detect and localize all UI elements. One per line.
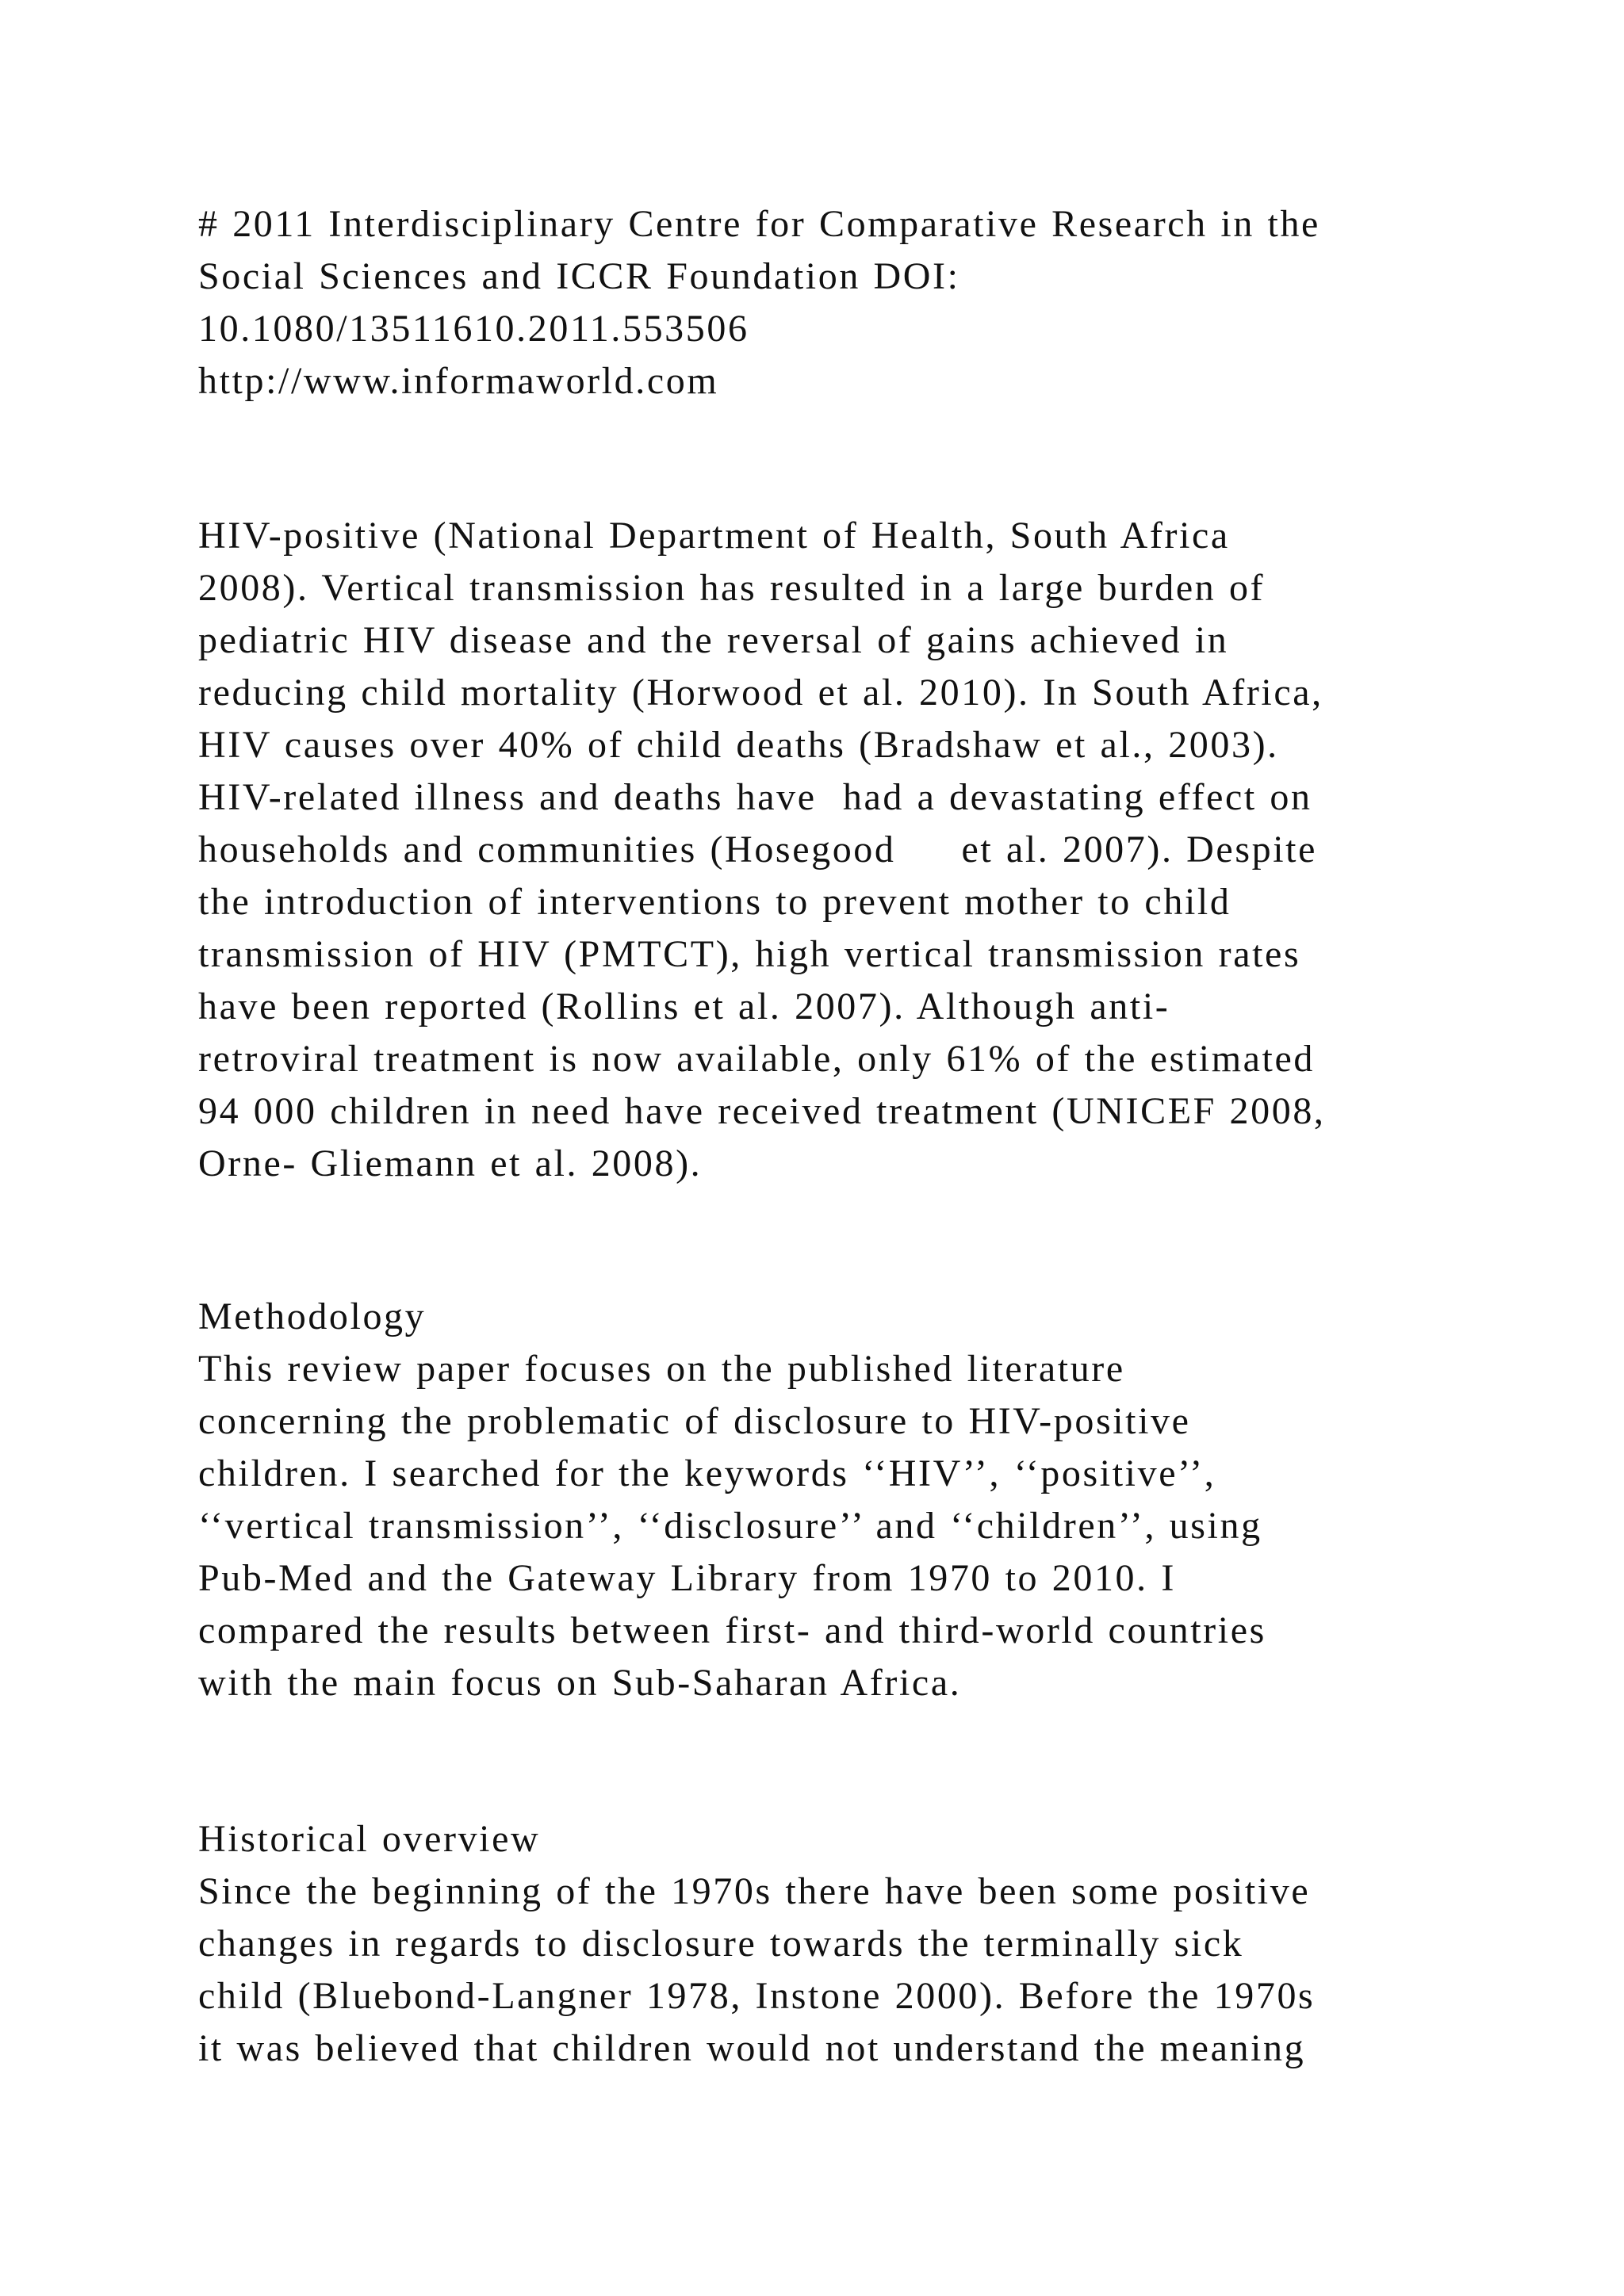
intro-paragraph [198, 510, 1546, 1190]
historical-overview-section [198, 1813, 1546, 2075]
paragraph-line: with the main focus on Sub-Saharan Africa. [198, 1662, 962, 1704]
section-heading: Methodology [198, 1295, 427, 1337]
paragraph-line: households and communities (Hosegood et al. 2007). Despite [198, 828, 1317, 871]
paragraph-line: compared the results between first- and third-world countries [198, 1609, 1266, 1651]
paragraph-line: children. I searched for the keywords ‘‘HIV’’, ‘‘positive’’, [198, 1452, 1216, 1494]
paragraph-line: reducing child mortality (Horwood et al. 2010). In South Africa, [198, 672, 1323, 714]
paragraph-line: transmission of HIV (PMTCT), high vertical transmission rates [198, 933, 1301, 975]
paragraph-line: changes in regards to disclosure towards the terminally sick [198, 1923, 1244, 1965]
paragraph-line: the introduction of interventions to prevent mother to child [198, 881, 1231, 923]
paragraph-line: 2008). Vertical transmission has resulted in a large burden of [198, 567, 1266, 609]
paragraph-line: HIV-related illness and deaths have had a devastating effect on [198, 776, 1312, 818]
paragraph-line: This review paper focuses on the published literature [198, 1348, 1125, 1390]
methodology-section [198, 1291, 1546, 1709]
header-line: 10.1080/13511610.2011.553506 [198, 308, 749, 350]
paragraph-line: retroviral treatment is now available, only 61% of the estimated [198, 1038, 1316, 1080]
header-line: Social Sciences and ICCR Foundation DOI: [198, 255, 960, 297]
paragraph-line: Since the beginning of the 1970s there have been some positive [198, 1870, 1311, 1912]
paragraph-line: pediatric HIV disease and the reversal of gains achieved in [198, 619, 1229, 661]
paragraph-line: HIV-positive (National Department of Health, South Africa [198, 515, 1230, 557]
paragraph-line: have been reported (Rollins et al. 2007). Although anti- [198, 985, 1170, 1027]
paragraph-line: child (Bluebond-Langner 1978, Instone 2000). Before the 1970s [198, 1975, 1316, 2017]
header-url-line: http://www.informaworld.com [198, 360, 719, 402]
paragraph-line: Orne- Gliemann et al. 2008). [198, 1142, 703, 1184]
paragraph-line: concerning the problematic of disclosure to HIV-positive [198, 1400, 1191, 1442]
paragraph-line: it was believed that children would not understand the meaning [198, 2027, 1306, 2069]
paragraph-line: 94 000 children in need have received treatment (UNICEF 2008, [198, 1090, 1326, 1132]
paragraph-line: ‘‘vertical transmission’’, ‘‘disclosure’’ and ‘‘children’’, using [198, 1505, 1262, 1547]
paragraph-line: HIV causes over 40% of child deaths (Bradshaw et al., 2003). [198, 724, 1279, 766]
header-line: # 2011 Interdisciplinary Centre for Comparative Research in the [198, 203, 1320, 245]
citation-header [198, 198, 1546, 408]
section-heading: Historical overview [198, 1818, 541, 1860]
paragraph-line: Pub-Med and the Gateway Library from 1970 to 2010. I [198, 1557, 1176, 1599]
